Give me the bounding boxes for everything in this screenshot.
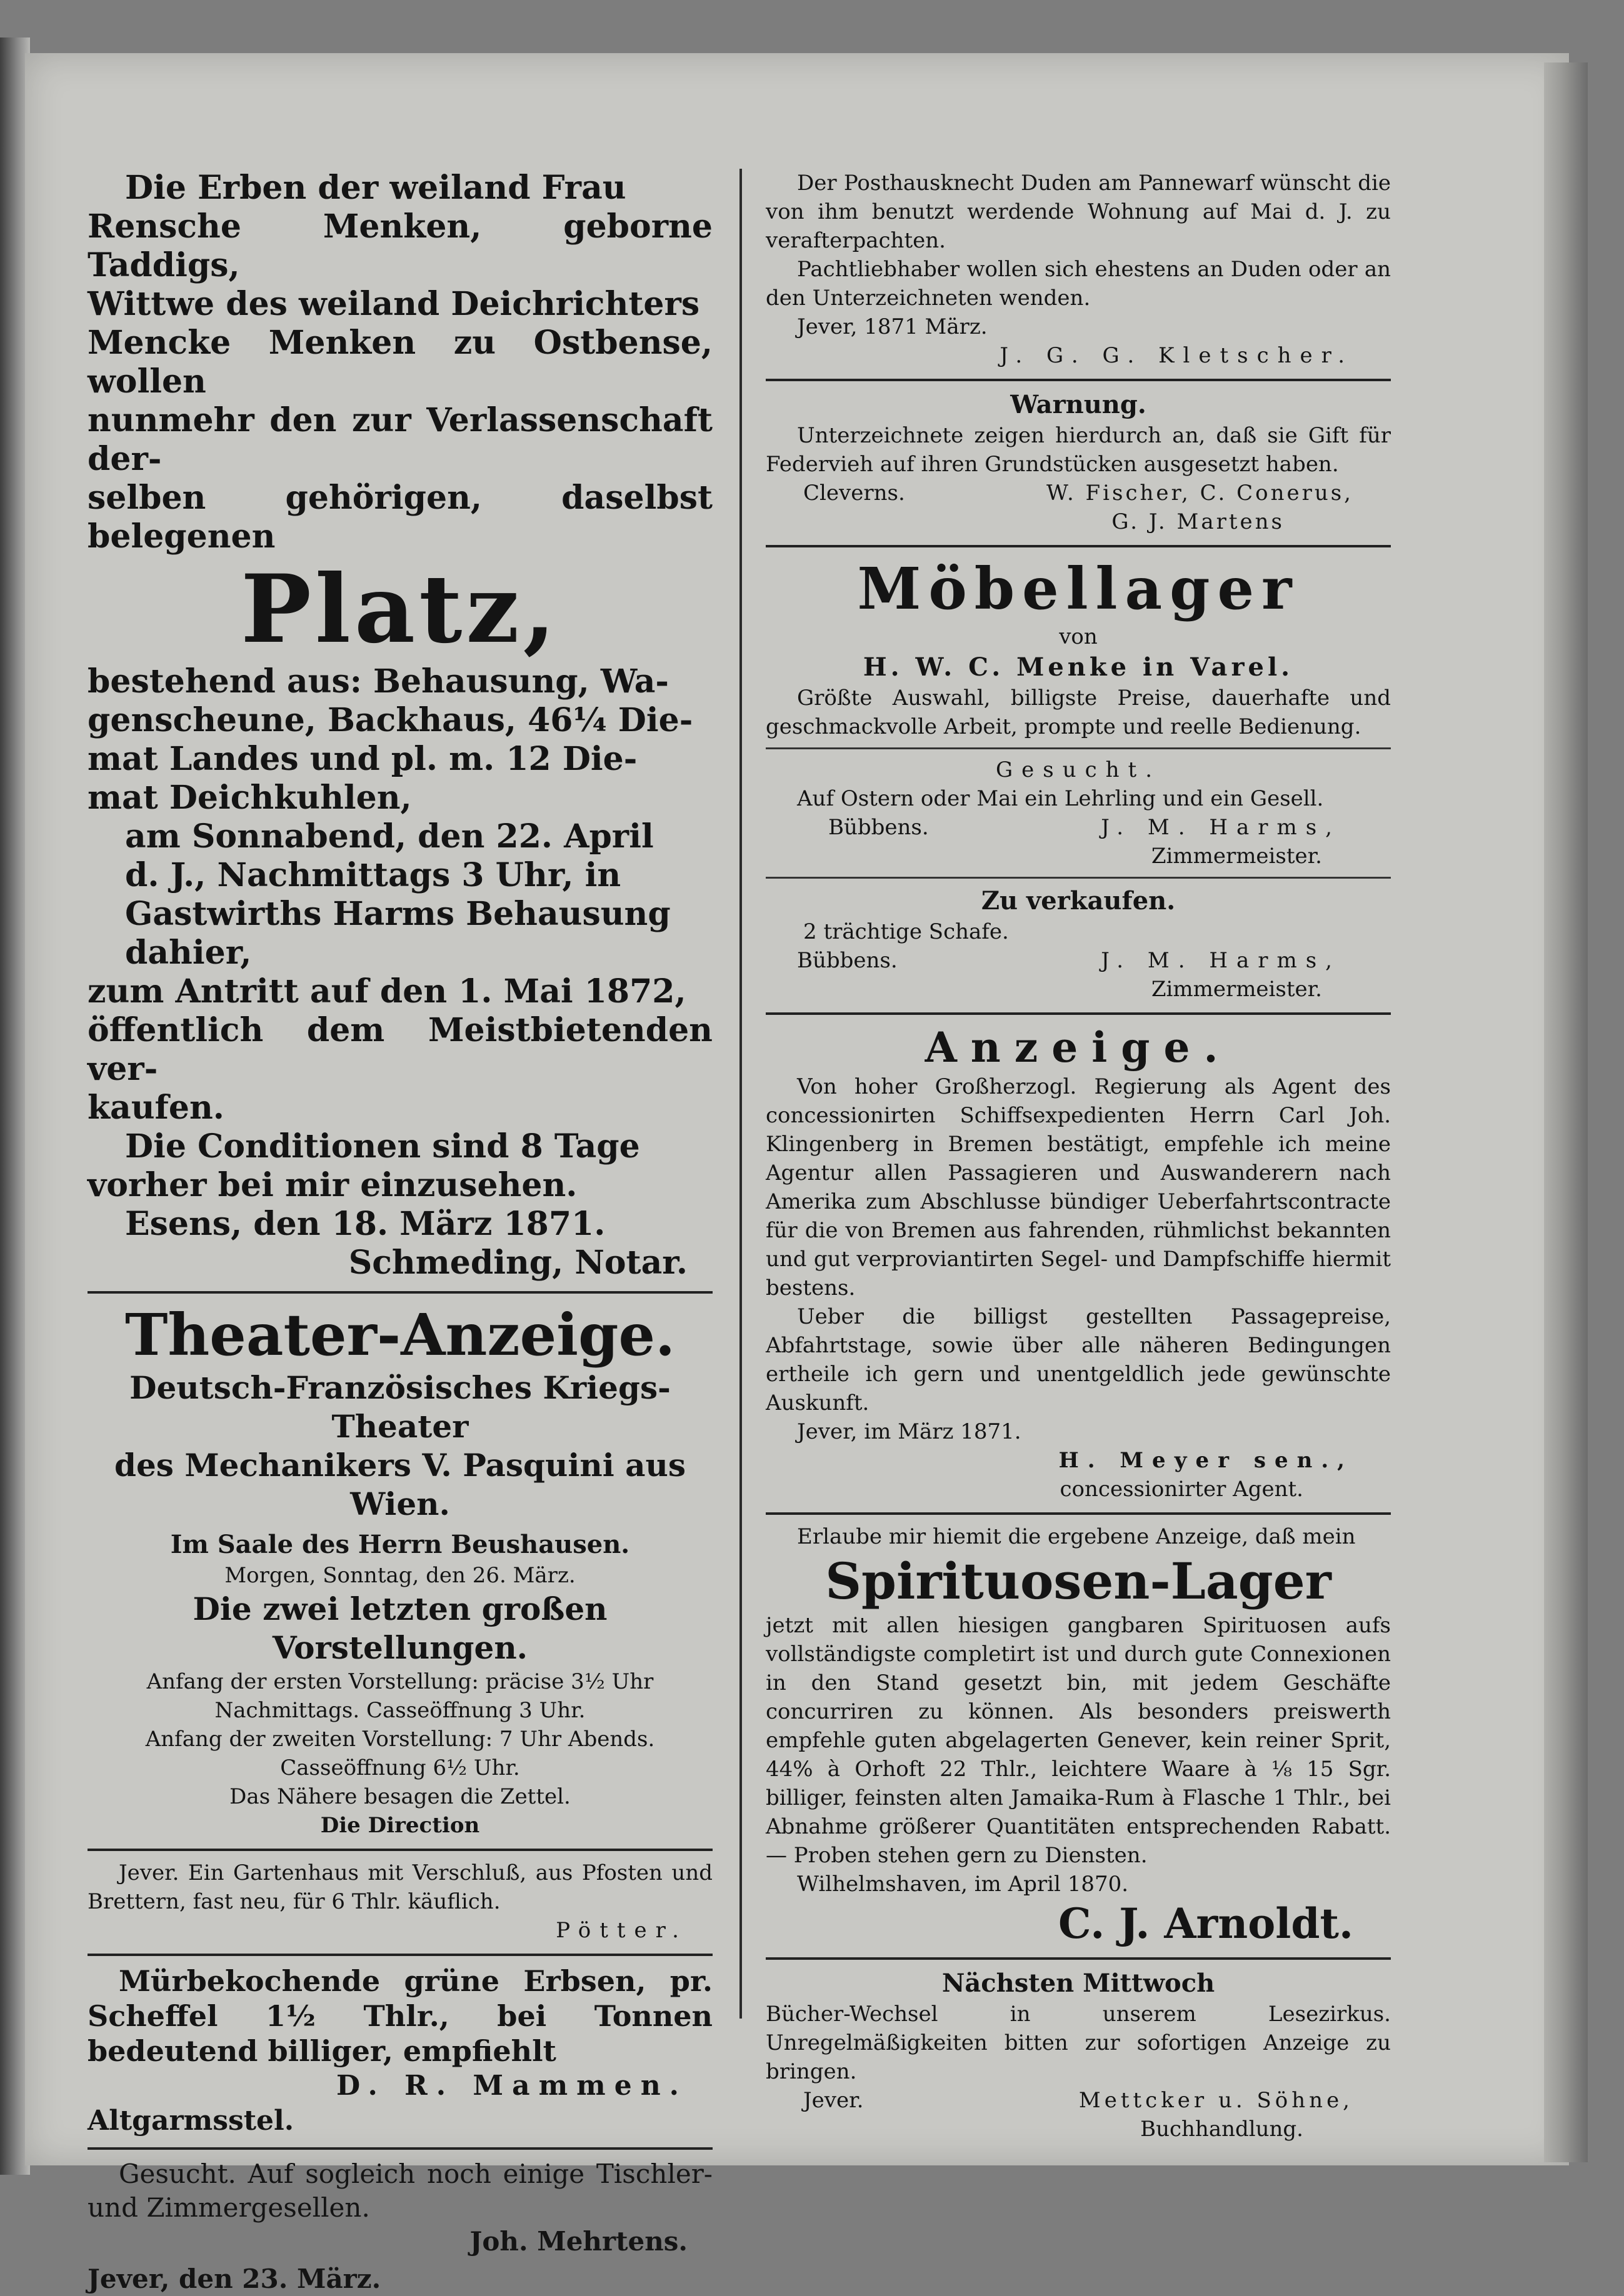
sale-text: 2 trächtige Schafe. xyxy=(803,919,1009,944)
agent-role: concessionirter Agent. xyxy=(1060,1477,1303,1502)
sale-title: Zu verkaufen. xyxy=(981,886,1176,916)
section-rule xyxy=(766,1012,1391,1015)
section-rule xyxy=(766,379,1391,381)
peas-signature: D. R. Mammen. xyxy=(336,2070,688,2102)
garden-text: Jever. Ein Gartenhaus mit Verschluß, aus Pfosten und Brettern, fast neu, für 6 Thlr. käuflich. xyxy=(88,1860,713,1914)
estate-line: vorher bei mir einzusehen. xyxy=(88,1166,578,1204)
estate-headline: Platz, xyxy=(241,554,559,664)
theater-headline: Vorstellungen. xyxy=(272,1629,528,1666)
books-signers xyxy=(766,2086,1391,2115)
agent-notice xyxy=(766,1022,1391,1504)
spirits-text: jetzt mit allen hiesigen gangbaren Spirituosen aufs vollständigste completirt ist und durch gute Connexionen in den Stand gesetzt bin, mit jedem Geschäfte concurriren zu können. Als besonders preiswerth empfehle guten abgelagerten Genever, kein reiner Sprit, 44% à Orhoft 22 Thlr., leichtere Waare à ⅛ 15 Sgr. billiger, feinsten alten Jamaika-Rum à Flasche 1 Thlr., bei Abnahme größerer Quantitäten entsprechenden Rabatt. — Proben stehen gern zu Diensten. xyxy=(766,1613,1391,1868)
apprentice-title: Gesucht. xyxy=(995,757,1161,782)
estate-line: nunmehr den zur Verlassenschaft der- xyxy=(88,401,713,478)
section-rule xyxy=(766,747,1391,749)
theater-venue: Im Saale des Herrn Beushausen. xyxy=(170,1530,630,1559)
section-rule xyxy=(766,1512,1391,1515)
books-text: Bücher-Wechsel in unserem Lesezirkus. Unregelmäßigkeiten bitten zur sofortigen Anzeige zu bringen. xyxy=(766,2002,1391,2084)
estate-line: Esens, den 18. März 1871. xyxy=(125,1205,606,1243)
section-rule xyxy=(766,1957,1391,1960)
estate-line: Gastwirths Harms Behausung xyxy=(125,895,671,933)
theater-notice xyxy=(88,1301,713,1840)
lease-text: Der Posthausknecht Duden am Pannewarf wünscht die von ihm benutzt werdende Wohnung auf Mai d. J. zu verafterpachten. xyxy=(766,171,1391,253)
theater-headline: Die zwei letzten großen xyxy=(193,1590,608,1627)
estate-intro xyxy=(88,169,713,556)
agent-signature: H. Meyer sen., xyxy=(1058,1448,1353,1473)
furniture-firm: H. W. C. Menke in Varel. xyxy=(863,652,1294,682)
wanted-text: Gesucht. Auf sogleich noch einige Tischler- und Zimmergesellen. xyxy=(88,2159,713,2223)
estate-line: Rensche Menken, geborne Taddigs, xyxy=(88,207,713,284)
apprentice-text: Auf Ostern oder Mai ein Lehrling und ein Gesell. xyxy=(797,786,1324,811)
books-signature: Mettcker u. Söhne, xyxy=(1078,2088,1353,2113)
section-rule xyxy=(766,545,1391,547)
estate-line: am Sonnabend, den 22. April xyxy=(125,817,654,856)
apprentice-notice xyxy=(766,756,1391,871)
peas-place: Altgarmsstel. xyxy=(88,2105,294,2137)
lease-place: Jever, 1871 März. xyxy=(797,314,988,339)
agent-place: Jever, im März 1871. xyxy=(797,1419,1021,1444)
estate-line: d. J., Nachmittags 3 Uhr, in xyxy=(125,856,621,894)
estate-line: kaufen. xyxy=(88,1089,224,1127)
estate-line: genscheune, Backhaus, 46¼ Die- xyxy=(88,701,693,739)
sale-notice xyxy=(766,885,1391,1004)
agent-text: Ueber die billigst gestellten Passagepreise, Abfahrtstage, sowie über alle näheren Bedingungen ertheile ich gern und unentgeldlich jede gewünschte Auskunft. xyxy=(766,1304,1391,1415)
estate-line: Mencke Menken zu Ostbense, wollen xyxy=(88,324,713,401)
lease-signature: J. G. G. Kletscher. xyxy=(1000,343,1353,368)
estate-line: dahier, xyxy=(125,934,252,972)
estate-body xyxy=(88,662,713,1244)
estate-line: Wittwe des weiland Deichrichters xyxy=(88,285,700,323)
garden-notice xyxy=(88,1859,713,1945)
furniture-text: Größte Auswahl, billigste Preise, dauerhafte und geschmackvolle Arbeit, prompte und reelle Bedienung. xyxy=(766,686,1391,739)
wanted-notice xyxy=(88,2157,713,2296)
lease-text: Pachtliebhaber wollen sich ehestens an Duden oder an den Unterzeichneten wenden. xyxy=(766,257,1391,311)
estate-line: Die Conditionen sind 8 Tage xyxy=(125,1127,640,1165)
theater-signature: Die Direction xyxy=(320,1813,480,1838)
warning-text: Unterzeichnete zeigen hierdurch an, daß sie Gift für Federvieh auf ihren Grundstücken ausgesetzt haben. xyxy=(766,423,1391,477)
warning-names: G. J. Martens xyxy=(1111,509,1285,534)
spirits-place: Wilhelmshaven, im April 1870. xyxy=(797,1872,1129,1897)
theater-line: Das Nähere besagen die Zettel. xyxy=(229,1784,571,1809)
books-place: Jever. xyxy=(803,2088,864,2113)
wanted-place: Jever, den 23. März. xyxy=(88,2264,381,2294)
peas-notice xyxy=(88,1964,713,2139)
estate-line: Die Erben der weiland Frau xyxy=(125,169,626,207)
theater-subtitle: Deutsch-Französisches Kriegs- xyxy=(129,1369,671,1406)
estate-notice xyxy=(88,169,713,1282)
left-column xyxy=(88,119,713,2296)
theater-subtitle: Theater xyxy=(331,1408,469,1445)
spirits-signature: C. J. Arnoldt. xyxy=(1058,1899,1353,1948)
estate-line: mat Deichkuhlen, xyxy=(88,779,412,817)
books-role: Buchhandlung. xyxy=(1140,2117,1303,2142)
column-divider xyxy=(739,169,742,2019)
section-rule xyxy=(88,2147,713,2150)
right-column xyxy=(766,119,1391,2144)
warning-names: W. Fischer, C. Conerus, xyxy=(1046,481,1353,506)
warning-signers xyxy=(766,479,1391,507)
sale-signers xyxy=(766,946,1391,975)
spirits-intro: Erlaube mir hiemit die ergebene Anzeige, daß mein xyxy=(797,1524,1356,1549)
theater-subtitle: Wien. xyxy=(350,1485,450,1522)
estate-line: mat Landes und pl. m. 12 Die- xyxy=(88,740,638,778)
spirits-notice xyxy=(766,1522,1391,1949)
lease-notice xyxy=(766,169,1391,370)
sale-signature: J. M. Harms, xyxy=(1101,948,1341,973)
theater-date: Morgen, Sonntag, den 26. März. xyxy=(224,1563,576,1588)
section-rule xyxy=(88,1954,713,1956)
estate-line: bestehend aus: Behausung, Wa- xyxy=(88,662,669,701)
theater-line: Anfang der ersten Vorstellung: präcise 3½ Uhr xyxy=(146,1669,654,1694)
agent-text: Von hoher Großherzogl. Regierung als Agent des concessionirten Schiffsexpedienten Herrn Carl Joh. Klingenberg in Bremen bestätigt, empfehle ich meine Agentur allen Passagieren und Auswanderern nach Amerika zum Abschlusse bündiger Ueberfahrtscontracte für die von Bremen aus fahrenden, rühmlichst bekannten und gut verproviantirten Segel- und Dampfschiffe hiermit bestens. xyxy=(766,1074,1391,1300)
furniture-notice xyxy=(766,555,1391,741)
theater-line: Casseöffnung 6½ Uhr. xyxy=(280,1755,520,1780)
warning-title: Warnung. xyxy=(1010,390,1146,419)
sale-role: Zimmermeister. xyxy=(1151,977,1322,1002)
books-notice xyxy=(766,1967,1391,2144)
theater-subtitle: des Mechanikers V. Pasquini aus xyxy=(114,1447,686,1484)
section-rule xyxy=(88,1849,713,1851)
spirits-title: Spirituosen-Lager xyxy=(825,1552,1331,1610)
wanted-signature: Joh. Mehrtens. xyxy=(469,2226,688,2257)
garden-signature: Pötter. xyxy=(556,1918,688,1943)
books-title: Nächsten Mittwoch xyxy=(941,1969,1215,1998)
page-fore-edge xyxy=(1544,62,1588,2162)
agent-title: Anzeige. xyxy=(925,1023,1232,1072)
estate-signature: Schmeding, Notar. xyxy=(348,1244,688,1282)
estate-line: öffentlich dem Meistbietenden ver- xyxy=(88,1011,713,1088)
theater-line: Nachmittags. Casseöffnung 3 Uhr. xyxy=(214,1698,586,1723)
warning-notice xyxy=(766,389,1391,536)
furniture-title: Möbellager xyxy=(857,555,1300,622)
section-rule xyxy=(88,1291,713,1294)
estate-line: selben gehörigen, daselbst belegenen xyxy=(88,479,713,556)
apprentice-place: Bübbens. xyxy=(828,815,929,840)
apprentice-signature: J. M. Harms, xyxy=(1101,815,1341,840)
sale-place: Bübbens. xyxy=(797,948,898,973)
theater-title: Theater-Anzeige. xyxy=(124,1301,676,1369)
estate-line: zum Antritt auf den 1. Mai 1872, xyxy=(88,972,686,1011)
section-rule xyxy=(766,877,1391,879)
furniture-von: von xyxy=(1059,624,1098,649)
apprentice-role: Zimmermeister. xyxy=(1151,844,1322,869)
apprentice-signers xyxy=(766,813,1391,842)
peas-text: Mürbekochende grüne Erbsen, pr. Scheffel 1½ Thlr., bei Tonnen bedeutend billiger, empfiehlt xyxy=(88,1964,713,2068)
theater-line: Anfang der zweiten Vorstellung: 7 Uhr Abends. xyxy=(145,1727,655,1752)
warning-place: Cleverns. xyxy=(803,481,905,506)
